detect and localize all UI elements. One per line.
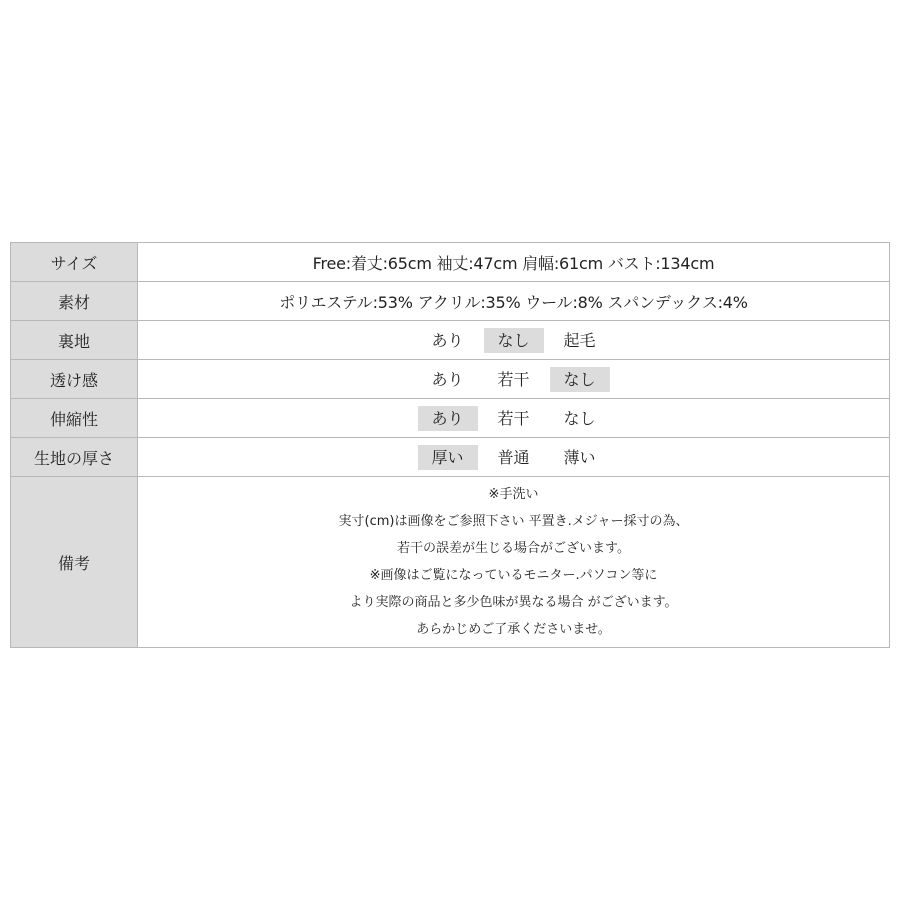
notes-line-3: ※画像はご覧になっているモニター.パソコン等に	[369, 568, 658, 583]
size-measurements-text: Free:着丈:65cm 袖丈:47cm 肩幅:61cm バスト:134cm	[312, 253, 715, 273]
transparency-option-1: 若干	[497, 369, 530, 389]
thickness-options	[415, 445, 613, 470]
material-composition-text: ポリエステル:53% アクリル:35% ウール:8% スパンデックス:4%	[279, 292, 748, 312]
transparency-option-0: あり	[431, 369, 464, 389]
spec-row-lining	[11, 321, 890, 360]
spec-value-notes	[138, 477, 890, 648]
stretch-option-1: 若干	[497, 408, 530, 428]
spec-value-thickness	[138, 438, 890, 477]
lining-option-1: なし	[484, 328, 544, 353]
stretch-option-2: なし	[563, 408, 596, 428]
spec-row-size	[11, 243, 890, 282]
spec-row-material	[11, 282, 890, 321]
spec-label-lining: 裏地	[11, 321, 138, 360]
notes-line-2: 若干の誤差が生じる場合がございます。	[397, 541, 630, 556]
product-spec-table	[10, 242, 890, 648]
lining-option-2: 起毛	[563, 330, 596, 350]
transparency-options	[415, 367, 613, 392]
thickness-option-0: 厚い	[418, 445, 478, 470]
transparency-option-2: なし	[550, 367, 610, 392]
spec-value-stretch	[138, 399, 890, 438]
lining-options	[415, 328, 613, 353]
spec-value-material	[138, 282, 890, 321]
spec-label-transparency: 透け感	[11, 360, 138, 399]
thickness-option-2: 薄い	[563, 447, 596, 467]
notes-line-1: 実寸(cm)は画像をご参照下さい 平置き.メジャー採寸の為、	[338, 514, 689, 529]
spec-value-size	[138, 243, 890, 282]
thickness-option-1: 普通	[497, 447, 530, 467]
spec-row-thickness	[11, 438, 890, 477]
lining-option-0: あり	[431, 330, 464, 350]
notes-line-0: ※手洗い	[488, 487, 539, 502]
spec-label-stretch: 伸縮性	[11, 399, 138, 438]
stretch-options	[415, 406, 613, 431]
spec-value-lining	[138, 321, 890, 360]
spec-label-thickness: 生地の厚さ	[11, 438, 138, 477]
stretch-option-0: あり	[418, 406, 478, 431]
notes-line-5: あらかじめご了承くださいませ。	[416, 622, 611, 637]
spec-label-material: 素材	[11, 282, 138, 321]
spec-value-transparency	[138, 360, 890, 399]
spec-row-notes	[11, 477, 890, 648]
spec-row-transparency	[11, 360, 890, 399]
spec-label-notes: 備考	[11, 477, 138, 648]
spec-row-stretch	[11, 399, 890, 438]
spec-label-size: サイズ	[11, 243, 138, 282]
notes-text-block	[138, 481, 889, 643]
notes-line-4: より実際の商品と多少色味が異なる場合 がございます。	[349, 595, 678, 610]
